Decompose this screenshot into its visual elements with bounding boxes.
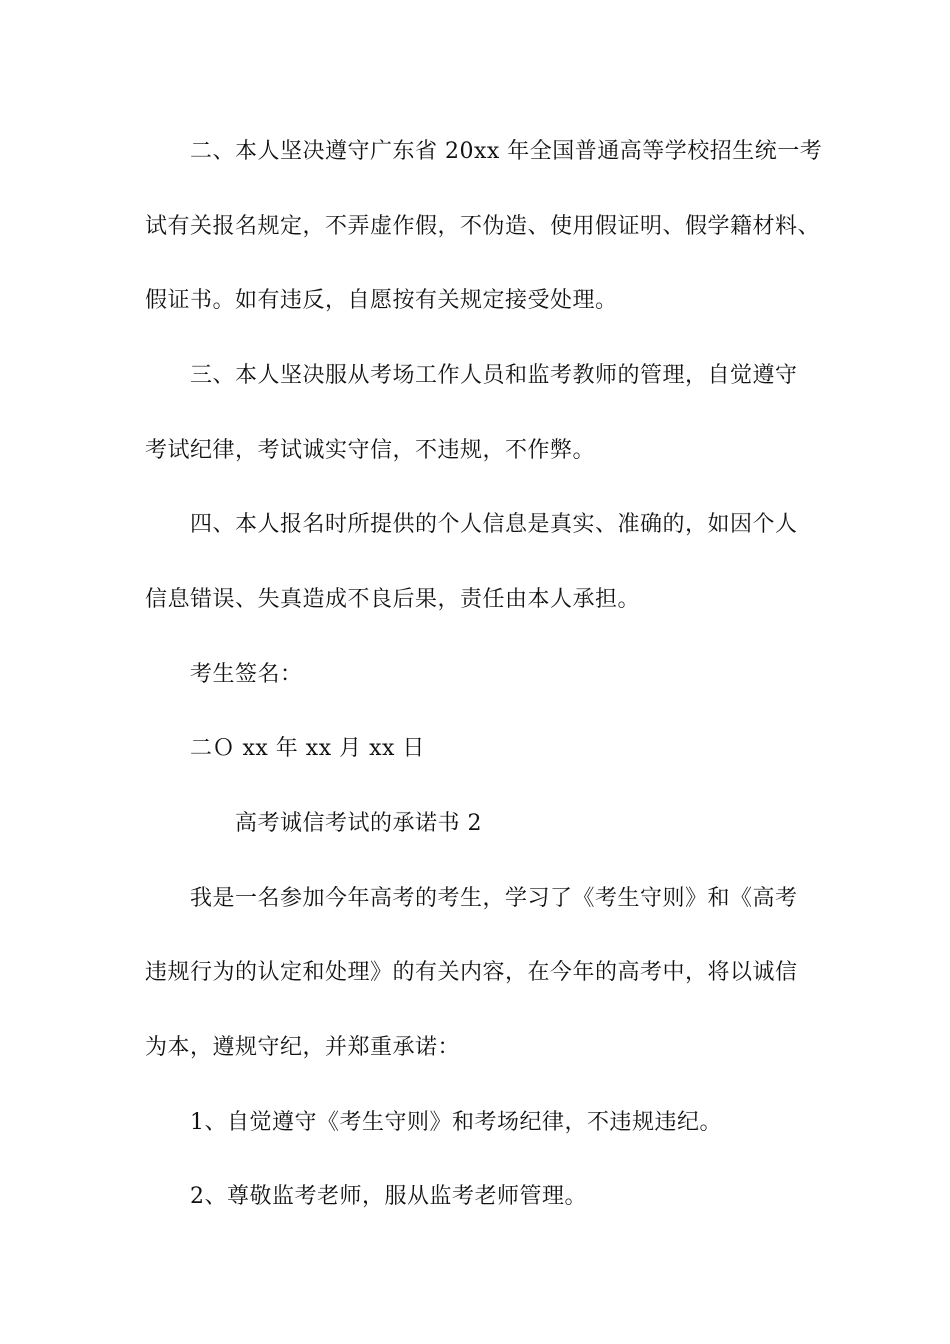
- pledge-item-2: 2、尊敬监考老师，服从监考老师管理。: [190, 1184, 587, 1209]
- paragraph-2-line-3: 假证书。如有违反，自愿按有关规定接受处理。: [145, 288, 618, 313]
- paragraph-2-line-2: 试有关报名规定，不弄虚作假，不伪造、使用假证明、假学籍材料、: [145, 214, 821, 239]
- intro-line-2: 违规行为的认定和处理》的有关内容，在今年的高考中，将以诚信: [145, 960, 798, 985]
- date-line: 二Ｏ xx 年 xx 月 xx 日: [190, 736, 425, 761]
- signature-label: 考生签名：: [190, 662, 303, 687]
- section-title: 高考诚信考试的承诺书 2: [235, 811, 482, 836]
- intro-line-3: 为本，遵规守纪，并郑重承诺：: [145, 1035, 461, 1060]
- paragraph-4-line-2: 信息错误、失真造成不良后果，责任由本人承担。: [145, 587, 641, 612]
- paragraph-4-line-1: 四、本人报名时所提供的个人信息是真实、准确的，如因个人: [190, 512, 798, 537]
- paragraph-2-line-1: 二、本人坚决遵守广东省 20xx 年全国普通高等学校招生统一考: [190, 139, 823, 164]
- paragraph-3-line-2: 考试纪律，考试诚实守信，不违规，不作弊。: [145, 438, 596, 463]
- intro-line-1: 我是一名参加今年高考的考生，学习了《考生守则》和《高考: [190, 886, 798, 911]
- pledge-item-1: 1、自觉遵守《考生守则》和考场纪律，不违规违纪。: [190, 1110, 722, 1135]
- paragraph-3-line-1: 三、本人坚决服从考场工作人员和监考教师的管理，自觉遵守: [190, 363, 798, 388]
